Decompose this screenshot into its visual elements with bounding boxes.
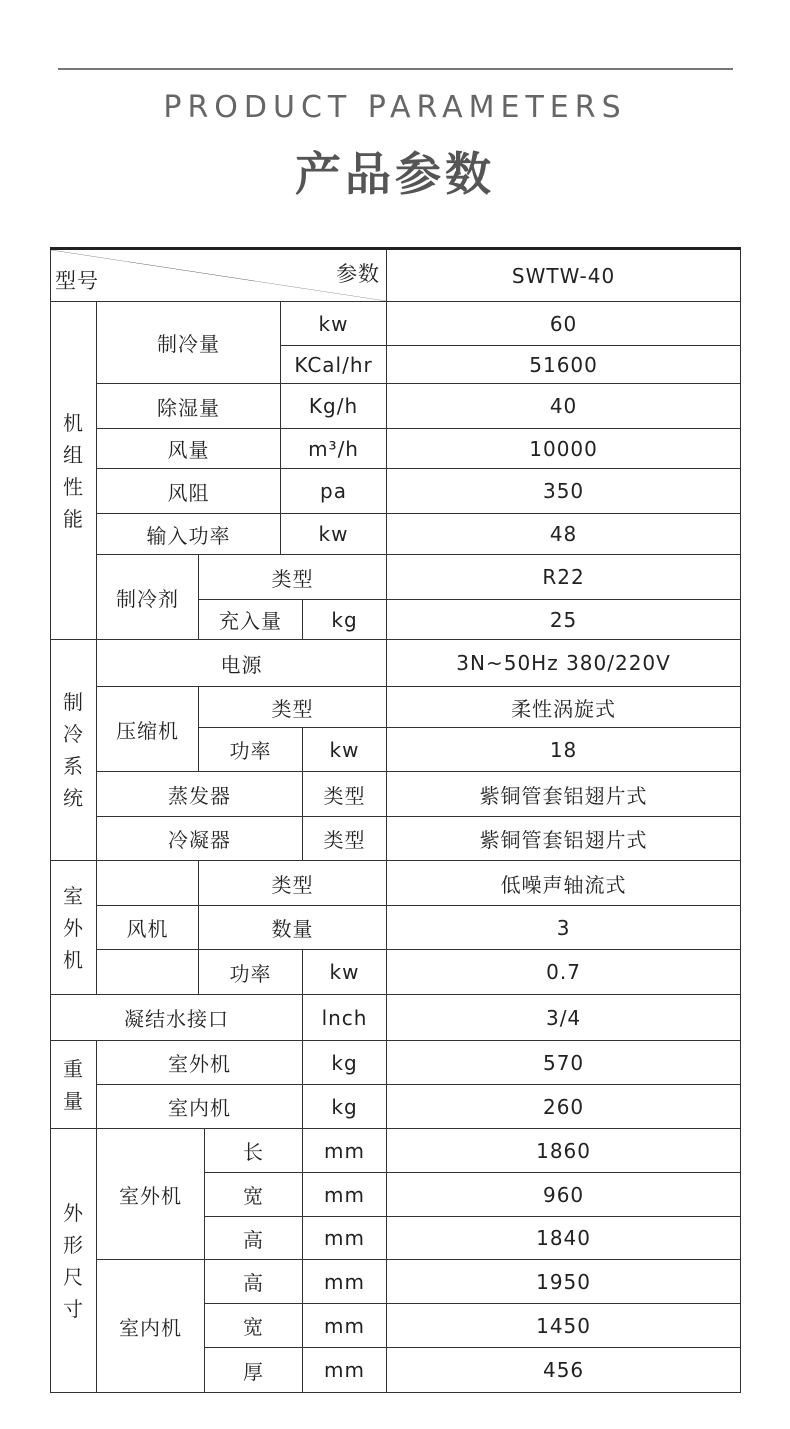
out-height-unit: mm bbox=[303, 1217, 387, 1260]
table-row bbox=[51, 1129, 741, 1173]
condenser-type-label: 类型 bbox=[303, 817, 387, 861]
weight-outdoor-value: 570 bbox=[387, 1041, 741, 1085]
airflow-value: 10000 bbox=[387, 429, 741, 469]
fan-power-unit: kw bbox=[303, 950, 387, 995]
table-header-row bbox=[51, 249, 741, 302]
charge-label: 充入量 bbox=[199, 600, 303, 640]
weight-indoor-label: 室内机 bbox=[97, 1085, 303, 1129]
in-height-unit: mm bbox=[303, 1260, 387, 1304]
fan-label: 风机 bbox=[97, 906, 199, 950]
table-row bbox=[51, 817, 741, 861]
fan-type-value: 低噪声轴流式 bbox=[387, 861, 741, 906]
title-chinese: 产品参数 bbox=[295, 147, 495, 201]
table-row bbox=[51, 555, 741, 600]
parameter-table bbox=[50, 247, 741, 1393]
power-unit: kw bbox=[281, 514, 387, 555]
in-thickness-value: 456 bbox=[387, 1348, 741, 1393]
airflow-label: 风量 bbox=[97, 429, 281, 469]
fan-quantity-label: 数量 bbox=[199, 906, 387, 950]
charge-unit: kg bbox=[303, 600, 387, 640]
compressor-power-label: 功率 bbox=[199, 728, 303, 772]
weight-outdoor-label: 室外机 bbox=[97, 1041, 303, 1085]
compressor-type-label: 类型 bbox=[199, 687, 387, 728]
evaporator-label: 蒸发器 bbox=[97, 772, 303, 817]
header-model-label: 型号 bbox=[55, 269, 99, 293]
in-height-value: 1950 bbox=[387, 1260, 741, 1304]
cooling-kw-value: 60 bbox=[387, 302, 741, 346]
resist-label: 风阻 bbox=[97, 469, 281, 514]
table-row bbox=[51, 514, 741, 555]
out-width-unit: mm bbox=[303, 1173, 387, 1217]
cooling-label: 制冷量 bbox=[97, 302, 281, 384]
group-outdoor-unit: 室 外 机 bbox=[51, 861, 97, 995]
dim-indoor-label: 室内机 bbox=[97, 1260, 205, 1393]
table-row bbox=[51, 687, 741, 728]
out-length-value: 1860 bbox=[387, 1129, 741, 1173]
charge-value: 25 bbox=[387, 600, 741, 640]
out-width-label: 宽 bbox=[205, 1173, 303, 1217]
in-thickness-unit: mm bbox=[303, 1348, 387, 1393]
evaporator-type-value: 紫铜管套铝翅片式 bbox=[387, 772, 741, 817]
table-row bbox=[51, 861, 741, 906]
compressor-power-value: 18 bbox=[387, 728, 741, 772]
condenser-type-value: 紫铜管套铝翅片式 bbox=[387, 817, 741, 861]
header-diagonal-cell bbox=[51, 249, 387, 302]
cooling-kcal-value: 51600 bbox=[387, 346, 741, 384]
supply-label: 电源 bbox=[97, 640, 387, 687]
table-row bbox=[51, 384, 741, 429]
out-length-label: 长 bbox=[205, 1129, 303, 1173]
weight-indoor-value: 260 bbox=[387, 1085, 741, 1129]
in-width-unit: mm bbox=[303, 1304, 387, 1348]
in-width-value: 1450 bbox=[387, 1304, 741, 1348]
dehum-label: 除湿量 bbox=[97, 384, 281, 429]
empty-cell bbox=[97, 861, 199, 906]
model-value: SWTW-40 bbox=[387, 249, 741, 302]
condenser-label: 冷凝器 bbox=[97, 817, 303, 861]
table-row bbox=[51, 469, 741, 514]
table-row bbox=[51, 429, 741, 469]
airflow-unit: m³/h bbox=[281, 429, 387, 469]
power-label: 输入功率 bbox=[97, 514, 281, 555]
table-row bbox=[51, 1041, 741, 1085]
refrigerant-label: 制冷剂 bbox=[97, 555, 199, 640]
out-height-label: 高 bbox=[205, 1217, 303, 1260]
compressor-label: 压缩机 bbox=[97, 687, 199, 772]
compressor-power-unit: kw bbox=[303, 728, 387, 772]
compressor-type-value: 柔性涡旋式 bbox=[387, 687, 741, 728]
in-width-label: 宽 bbox=[205, 1304, 303, 1348]
group-unit-performance: 机 组 性 能 bbox=[51, 302, 97, 640]
dim-outdoor-label: 室外机 bbox=[97, 1129, 205, 1260]
table-row bbox=[51, 772, 741, 817]
title-english: PRODUCT PARAMETERS bbox=[163, 90, 627, 125]
refrigerant-type-label: 类型 bbox=[199, 555, 387, 600]
empty-cell bbox=[97, 950, 199, 995]
resist-value: 350 bbox=[387, 469, 741, 514]
in-thickness-label: 厚 bbox=[205, 1348, 303, 1393]
group-refrigeration-system: 制 冷 系 统 bbox=[51, 640, 97, 861]
cooling-kcal-unit: KCal/hr bbox=[281, 346, 387, 384]
weight-indoor-unit: kg bbox=[303, 1085, 387, 1129]
table-row bbox=[51, 302, 741, 346]
top-divider bbox=[58, 68, 733, 70]
out-width-value: 960 bbox=[387, 1173, 741, 1217]
table-row bbox=[51, 906, 741, 950]
in-height-label: 高 bbox=[205, 1260, 303, 1304]
evaporator-type-label: 类型 bbox=[303, 772, 387, 817]
fan-power-value: 0.7 bbox=[387, 950, 741, 995]
drain-unit: lnch bbox=[303, 995, 387, 1041]
weight-outdoor-unit: kg bbox=[303, 1041, 387, 1085]
supply-value: 3N~50Hz 380/220V bbox=[387, 640, 741, 687]
drain-label: 凝结水接口 bbox=[51, 995, 303, 1041]
refrigerant-type-value: R22 bbox=[387, 555, 741, 600]
header-param-label: 参数 bbox=[336, 262, 381, 286]
cooling-kw-unit: kw bbox=[281, 302, 387, 346]
fan-quantity-value: 3 bbox=[387, 906, 741, 950]
dehum-unit: Kg/h bbox=[281, 384, 387, 429]
out-height-value: 1840 bbox=[387, 1217, 741, 1260]
table-row bbox=[51, 1085, 741, 1129]
group-dimensions: 外 形 尺 寸 bbox=[51, 1129, 97, 1393]
fan-type-label: 类型 bbox=[199, 861, 387, 906]
fan-power-label: 功率 bbox=[199, 950, 303, 995]
dehum-value: 40 bbox=[387, 384, 741, 429]
drain-value: 3/4 bbox=[387, 995, 741, 1041]
resist-unit: pa bbox=[281, 469, 387, 514]
table-row bbox=[51, 995, 741, 1041]
table-row bbox=[51, 1260, 741, 1304]
table-row bbox=[51, 950, 741, 995]
group-weight: 重 量 bbox=[51, 1041, 97, 1129]
table-row bbox=[51, 640, 741, 687]
power-value: 48 bbox=[387, 514, 741, 555]
out-length-unit: mm bbox=[303, 1129, 387, 1173]
